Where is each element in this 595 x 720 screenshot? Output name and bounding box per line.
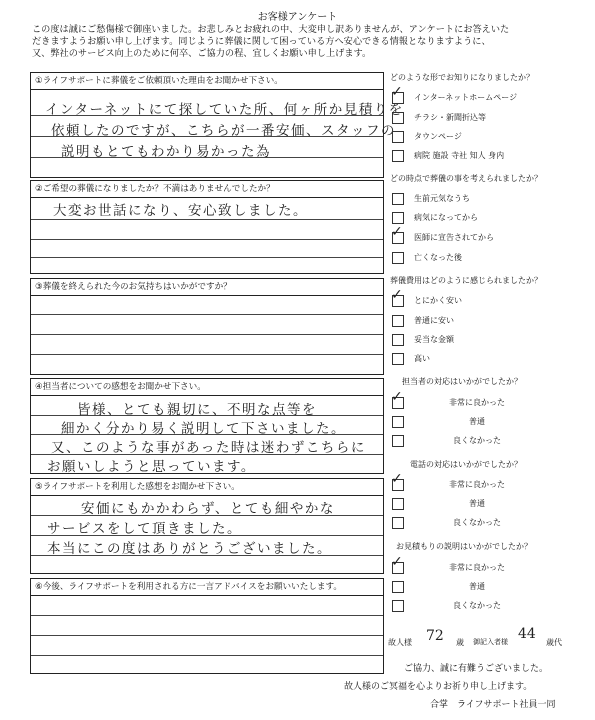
- check-mark-icon: ✓: [391, 389, 403, 405]
- checkbox[interactable]: [392, 334, 404, 346]
- question-1-label: ①ライフサポートに葬儀をご依頼頂いた理由をお聞かせ下さい。: [31, 73, 383, 90]
- question-4-answer-line[interactable]: 細かく分かり易く説明して下さいました。: [61, 421, 346, 437]
- side-q3-heading: 葬儀費用はどのように感じられましたか？: [390, 276, 542, 285]
- question-5-answer-line[interactable]: 安価にもかかわらず、とても細やかな: [81, 501, 335, 517]
- checkbox[interactable]: [392, 353, 404, 365]
- option-label: 良くなかった: [453, 601, 501, 610]
- check-mark-icon: ✓: [391, 84, 403, 100]
- check-mark-icon: ✓: [391, 287, 403, 303]
- checkbox[interactable]: [392, 315, 404, 327]
- checkbox[interactable]: [392, 498, 404, 510]
- checkbox[interactable]: [392, 112, 404, 124]
- question-5-answer-line[interactable]: 本当にこの度はありがとうございました。: [47, 541, 332, 557]
- checkbox[interactable]: [392, 193, 404, 205]
- side-q1-heading: どのような形でお知りになりましたか？: [390, 73, 534, 82]
- option-label: 普通: [469, 582, 485, 591]
- question-3-label: ③葬儀を終えられた今のお気持ちはいかがですか？: [31, 279, 383, 296]
- option-label: 高い: [414, 354, 430, 363]
- check-mark-icon: ✓: [391, 471, 403, 487]
- question-5-answer-line[interactable]: サービスをして頂きました。: [47, 521, 242, 537]
- option-label: 医師に宣告されてから: [414, 233, 494, 242]
- check-mark-icon: ✓: [391, 554, 403, 570]
- intro-line: この度は誠にご愁傷様で御座いました。お悲しみとお疲れの中、大変申し訳ありませんが、アンケートにお答えいた: [32, 24, 510, 35]
- question-2-box: [30, 180, 384, 274]
- question-2-answer-line[interactable]: 大変お世話になり、安心致しました。: [53, 203, 308, 219]
- checkbox[interactable]: [392, 581, 404, 593]
- option-label: チラシ・新聞折込等: [414, 113, 486, 122]
- checkbox[interactable]: [392, 435, 404, 447]
- checkbox[interactable]: [392, 150, 404, 162]
- checkbox[interactable]: [392, 131, 404, 143]
- side-q4-heading: 担当者の対応はいかがでしたか？: [402, 377, 522, 386]
- option-label: 非常に良かった: [449, 563, 505, 572]
- question-5-label: ⑤ライフサポートを利用した感想をお聞かせ下さい。: [31, 479, 383, 496]
- question-4-answer-line[interactable]: 又、このような事があった時は迷わずこちらに: [51, 440, 366, 456]
- question-5-box: [30, 478, 384, 574]
- writer-age-value[interactable]: 44: [518, 626, 536, 642]
- deceased-age-label: 故人様: [388, 638, 412, 647]
- option-label: 普通: [469, 499, 485, 508]
- intro-line: だきますようお願い申し上げます。同じように葬儀に関して困っている方へ安心できる情報となりますように、: [32, 36, 491, 48]
- question-4-answer-line[interactable]: 皆様、とても親切に、不明な点等を: [77, 402, 317, 418]
- option-label: 良くなかった: [453, 518, 501, 527]
- option-label: タウンページ: [414, 132, 462, 141]
- option-label: 非常に良かった: [449, 398, 505, 407]
- side-q5-heading: 電話の対応はいかがでしたか？: [410, 460, 522, 469]
- intro-line: 又、弊社のサービス向上のために何卒、ご協力の程、宜しくお願い申し上げます。: [32, 48, 372, 60]
- option-label: 病院 施設 寺社 知人 身内: [414, 151, 505, 160]
- deceased-age-value[interactable]: 72: [426, 628, 444, 644]
- question-4-answer-line[interactable]: お願いしようと思っています。: [47, 459, 256, 475]
- checkbox[interactable]: [392, 252, 404, 264]
- side-q2-heading: どの時点で葬儀の事を考えられましたか？: [390, 174, 542, 183]
- survey-title: お客様アンケート: [257, 12, 338, 23]
- checkbox[interactable]: [392, 517, 404, 529]
- signature-text: 合掌 ライフサポート社員一同: [430, 700, 556, 710]
- checkbox[interactable]: [392, 600, 404, 612]
- prayer-text: 故人様のご冥福を心よりお祈り申し上げます。: [344, 682, 533, 692]
- question-1-answer-line[interactable]: 説明もとてもわかり易かった為: [61, 144, 271, 160]
- option-label: 良くなかった: [453, 436, 501, 445]
- option-label: 生前元気なうち: [414, 194, 470, 203]
- question-1-answer-line[interactable]: 依頼したのですが、こちらが一番安価、スタッフの: [51, 123, 396, 139]
- side-q6-heading: お見積もりの説明はいかがでしたか？: [396, 542, 532, 551]
- option-label: 普通に安い: [414, 316, 454, 325]
- question-4-label: ④担当者についての感想をお聞かせ下さい。: [31, 379, 383, 396]
- thanks-text: ご協力、誠に有難うございました。: [404, 664, 549, 674]
- option-label: 病気になってから: [414, 213, 478, 222]
- question-2-label: ②ご希望の葬儀になりましたか？不満はありませんでしたか？: [31, 181, 383, 198]
- question-3-box: [30, 278, 384, 375]
- question-4-box: [30, 378, 384, 474]
- question-1-answer-line[interactable]: インターネットにて探していた所、何ヶ所か見積りを: [45, 102, 404, 118]
- deceased-age-unit: 歳: [456, 638, 464, 647]
- option-label: 普通: [469, 417, 485, 426]
- checkbox[interactable]: [392, 416, 404, 428]
- question-1-box: [30, 72, 404, 178]
- check-mark-icon: ✓: [391, 224, 403, 240]
- writer-age-unit: 歳代: [546, 638, 562, 647]
- checkbox[interactable]: [392, 212, 404, 224]
- option-label: インターネットホームページ: [414, 93, 518, 102]
- option-label: 妥当な金額: [414, 335, 454, 344]
- writer-age-label: 御記入者様: [473, 638, 508, 646]
- question-6-label: ⑥今後、ライフサポートを利用される方に一言アドバイスをお願いいたします。: [31, 579, 383, 596]
- option-label: 亡くなった後: [414, 253, 462, 262]
- intro-text: [32, 24, 572, 61]
- option-label: とにかく安い: [414, 296, 462, 305]
- question-6-box: [30, 578, 384, 674]
- option-label: 非常に良かった: [449, 480, 505, 489]
